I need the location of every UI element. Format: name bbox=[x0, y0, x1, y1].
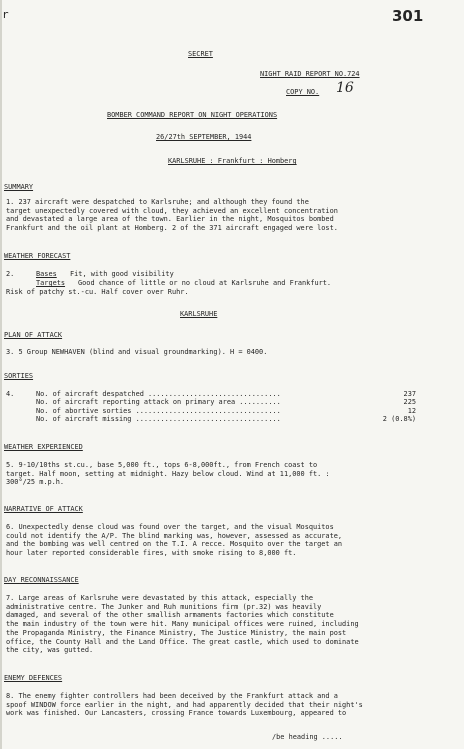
sorties-value: 237 bbox=[403, 390, 416, 398]
day-recce-paragraph bbox=[6, 594, 458, 655]
weather-experienced-paragraph bbox=[6, 461, 458, 487]
bases-label: Bases bbox=[36, 270, 57, 278]
copy-number-value: 16 bbox=[336, 80, 354, 96]
defences-line: 8. The enemy fighter controllers had been deceived by the Frankfurt attack and a bbox=[6, 692, 338, 700]
sorties-num: 4. bbox=[6, 390, 15, 398]
sorties-table bbox=[36, 390, 416, 423]
targets-text: Good chance of little or no cloud at Karlsruhe and Frankfurt. bbox=[78, 279, 332, 287]
day-recce-line: the Propaganda Ministry, the Finance Ministry, The Justice Ministry, the main post bbox=[6, 628, 347, 637]
day-recce-line: the city, was gutted. bbox=[6, 646, 94, 655]
bases-text: Fit, with good visibility bbox=[70, 270, 174, 278]
narrative-heading: NARRATIVE OF ATTACK bbox=[4, 505, 83, 513]
sorties-value: 2 (0.8%) bbox=[382, 414, 416, 423]
narrative-line: and the bombing was well centred on the T.I. A recce. Mosquito over the target an bbox=[6, 540, 343, 549]
day-recce-heading: DAY RECONNAISSANCE bbox=[4, 576, 79, 584]
narrative-line: 6. Unexpectedly dense cloud was found over the target, and the visual Mosquitos bbox=[6, 523, 334, 531]
report-targets: KARLSRUHE : Frankfurt : Homberg bbox=[168, 157, 297, 165]
day-recce-line: 7. Large areas of Karlsruhe were devastated by this attack, especially the bbox=[6, 594, 313, 602]
sorties-label: No. of aircraft reporting attack on primary area .......... bbox=[36, 398, 281, 407]
sorties-value: 12 bbox=[407, 406, 416, 415]
report-title: BOMBER COMMAND REPORT ON NIGHT OPERATIONS bbox=[107, 111, 278, 119]
page-edge bbox=[0, 0, 2, 749]
summary-line: 1. 237 aircraft were despatched to Karlsruhe; and although they found the bbox=[6, 198, 309, 206]
summary-line: and devastated a large area of the town. Earlier in the night, Mosquitos bombed bbox=[6, 215, 334, 224]
day-recce-line: damaged, and several of the other smallish armaments factories which constitute bbox=[6, 611, 334, 620]
defences-line: spoof WINDOW force earlier in the night, and had apparently decided that their night's bbox=[6, 700, 363, 709]
day-recce-line: office, the County Hall and the Land Office. The great castle, which used to dominate bbox=[6, 637, 359, 646]
summary-line: target unexpectedly covered with cloud, they achieved an excellent concentration bbox=[6, 206, 338, 215]
plan-of-attack-heading: PLAN OF ATTACK bbox=[4, 331, 63, 339]
weather-line: 300°/25 m.p.h. bbox=[6, 478, 65, 487]
narrative-line: could not identify the A/P. The blind marking was, however, assessed as accurate, bbox=[6, 531, 343, 540]
sorties-heading: SORTIES bbox=[4, 372, 34, 380]
plan-of-attack-text: 3. 5 Group NEWHAVEN (blind and visual groundmarking). H = 0400. bbox=[6, 348, 268, 356]
continuation-footer: /be heading ..... bbox=[272, 733, 343, 741]
sorties-row bbox=[36, 390, 416, 398]
sorties-row bbox=[36, 407, 416, 415]
section-karlsruhe: KARLSRUHE bbox=[180, 310, 218, 318]
sorties-label: No. of aircraft missing ................................... bbox=[36, 414, 281, 423]
narrative-paragraph bbox=[6, 523, 458, 558]
weather-experienced-heading: WEATHER EXPERIENCED bbox=[4, 443, 83, 451]
copy-number-label: COPY NO. bbox=[286, 88, 320, 96]
report-number: NIGHT RAID REPORT NO.724 bbox=[260, 70, 360, 78]
summary-line: Frankfurt and the oil plant at Homberg. 2 of the 371 aircraft engaged were lost. bbox=[6, 224, 338, 233]
enemy-defences-paragraph bbox=[6, 692, 458, 718]
defences-line: work was finished. Our Lancasters, crossing France towards Luxembourg, appeared to bbox=[6, 709, 347, 718]
narrative-line: hour later reported considerable fires, with smoke rising to 8,000 ft. bbox=[6, 549, 297, 558]
sorties-label: No. of abortive sorties ................................... bbox=[36, 406, 281, 415]
summary-heading: SUMMARY bbox=[4, 183, 34, 191]
summary-paragraph bbox=[6, 198, 458, 233]
day-recce-line: the main industry of the town were hit. Many municipal offices were ruined, including bbox=[6, 620, 359, 629]
sorties-row bbox=[36, 398, 416, 406]
weather-forecast-heading: WEATHER FORECAST bbox=[4, 252, 71, 260]
targets-label: Targets bbox=[36, 279, 66, 287]
enemy-defences-heading: ENEMY DEFENCES bbox=[4, 674, 63, 682]
weather-forecast-num: 2. bbox=[6, 270, 15, 278]
report-date: 26/27th SEPTEMBER, 1944 bbox=[156, 133, 252, 141]
corner-mark: r bbox=[2, 8, 9, 21]
day-recce-line: administrative centre. The Junker and Ruh munitions firm (pr.32) was heavily bbox=[6, 602, 322, 611]
forecast-risk-text: Risk of patchy st.-cu. Half cover over Ruhr. bbox=[6, 288, 189, 296]
sorties-row bbox=[36, 415, 416, 423]
page-number: 301 bbox=[392, 7, 424, 25]
weather-line: 5. 9-10/10ths st.cu., base 5,000 ft., tops 6-8,000ft., from French coast to bbox=[6, 461, 318, 469]
classification: SECRET bbox=[188, 50, 213, 58]
weather-line: target. Half moon, setting at midnight. Hazy below cloud. Wind at 11,000 ft. : bbox=[6, 469, 330, 478]
sorties-value: 225 bbox=[403, 398, 416, 407]
sorties-label: No. of aircraft despatched ................................ bbox=[36, 390, 281, 398]
